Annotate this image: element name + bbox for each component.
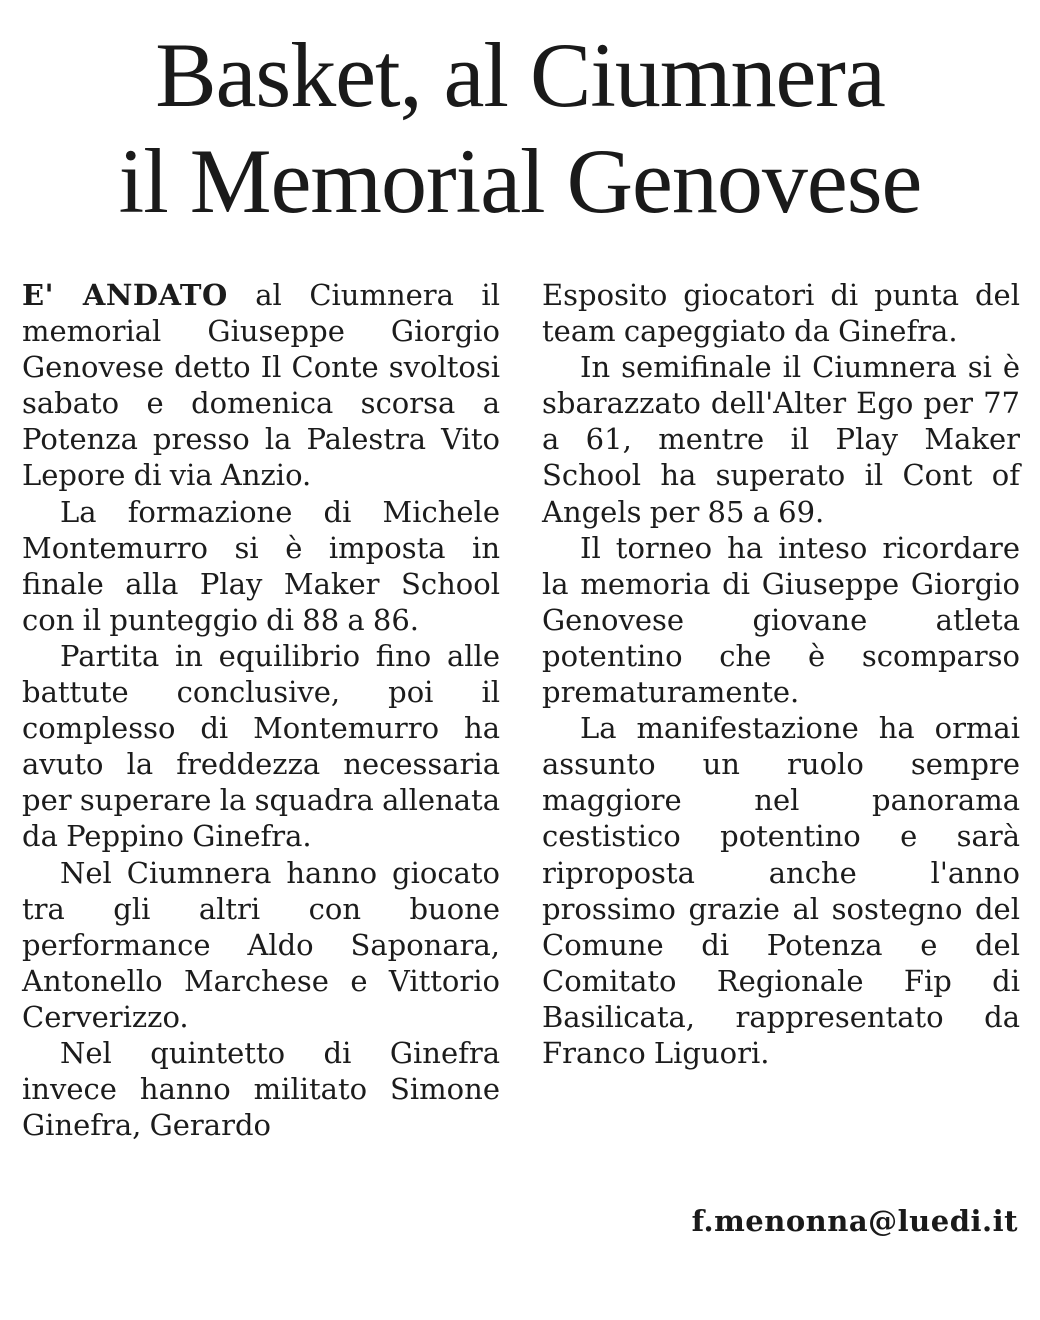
headline-line-2: il Memorial Genovese bbox=[118, 130, 922, 232]
article-paragraph: Nel Ciumnera hanno giocato tra gli altri con buone performance Aldo Saponara, Antonello Marchese e Vittorio Cerverizzo. bbox=[22, 855, 500, 1034]
article-paragraph: Nel quintetto di Ginefra invece hanno militato Simone Ginefra, Gerardo bbox=[22, 1035, 500, 1143]
headline-line-1: Basket, al Ciumnera bbox=[155, 24, 885, 126]
article-paragraph: La manifestazione ha ormai assunto un ruolo sempre maggiore nel panorama cestistico potentino e sarà riproposta anche l'anno prossimo grazie al sostegno del Comune di Potenza e del Comitato Regionale Fip di Basilicata, rappresentato da Franco Liguori. bbox=[542, 711, 1020, 1070]
article-paragraph: Esposito giocatori di punta del team capeggiato da Ginefra. bbox=[542, 278, 1020, 349]
article-paragraph: In semifinale il Ciumnera si è sbarazzato dell'Alter Ego per 77 a 61, mentre il Play Maker School ha superato il Cont of Angels per 85 a 69. bbox=[542, 350, 1020, 529]
headline bbox=[0, 22, 1040, 234]
article-paragraph: Il torneo ha inteso ricordare la memoria di Giuseppe Giorgio Genovese giovane atleta potentino che è scomparso prematuramente. bbox=[542, 530, 1020, 710]
article-column-left bbox=[22, 277, 500, 1143]
article-paragraph bbox=[22, 277, 500, 494]
author-email-byline: f.menonna@luedi.it bbox=[691, 1204, 1018, 1238]
article-paragraph-text: al Ciumnera il memorial Giuseppe Giorgio Genovese detto Il Conte svoltosi sabato e domenica scorsa a Potenza presso la Palestra Vito Lepore di via Anzio. bbox=[22, 278, 500, 493]
article-lead-in: E' ANDATO bbox=[22, 278, 228, 312]
article-paragraph: La formazione di Michele Montemurro si è imposta in finale alla Play Maker School con il punteggio di 88 a 86. bbox=[22, 494, 500, 637]
article-column-right bbox=[542, 277, 1020, 1071]
article-paragraph: Partita in equilibrio fino alle battute conclusive, poi il complesso di Montemurro ha avuto la freddezza necessaria per superare la squadra allenata da Peppino Ginefra. bbox=[22, 638, 500, 854]
